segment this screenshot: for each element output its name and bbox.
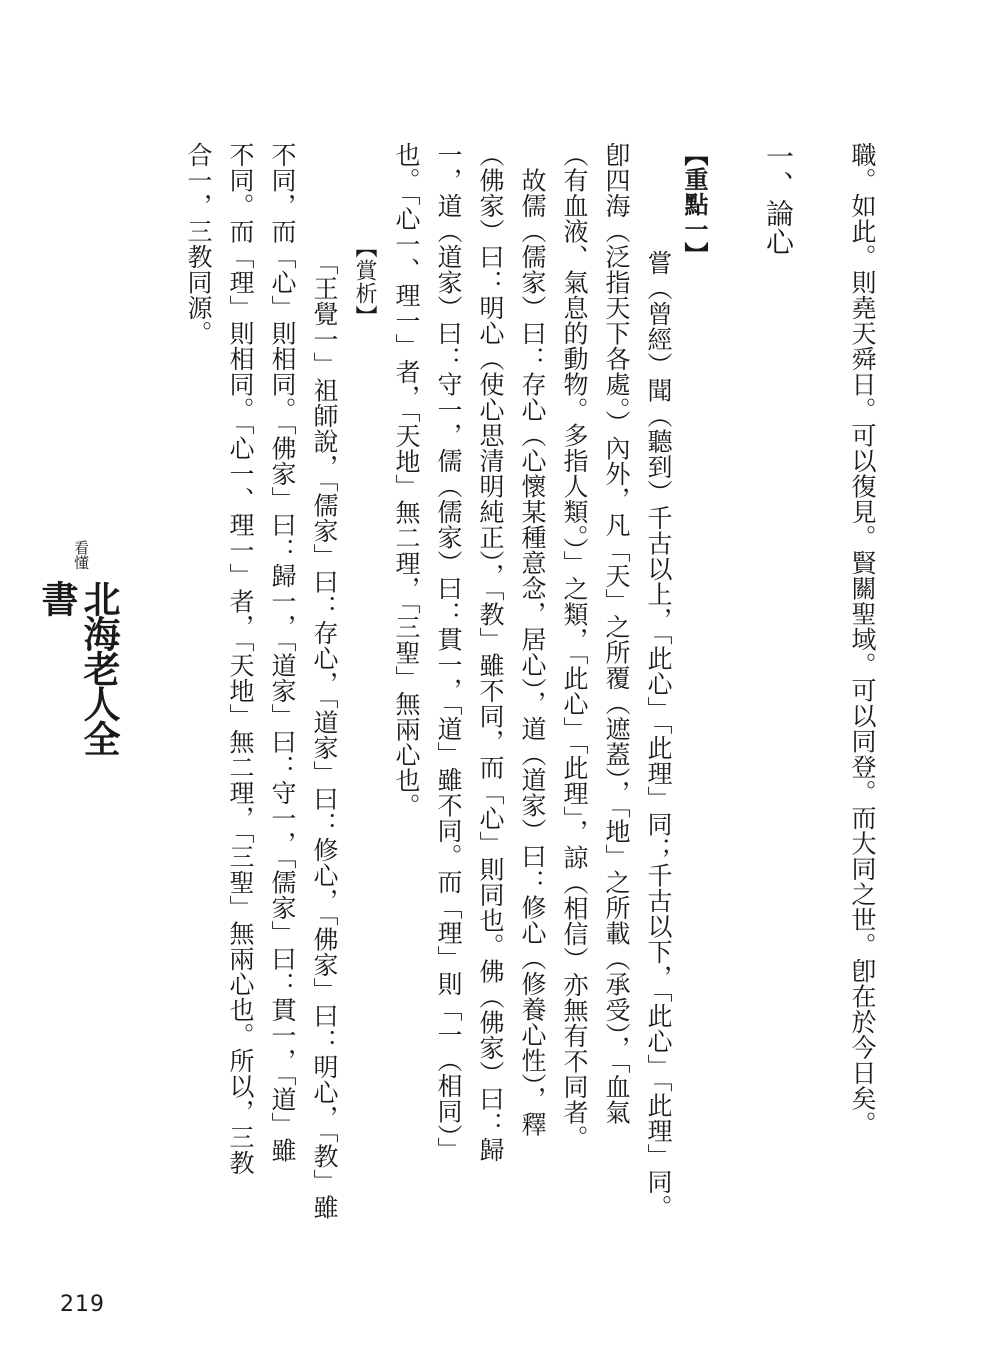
text-column-6: （有血液、氣息的動物。多指人類。）」之類，「此心」「此理」，諒（相信）亦無有不同者。	[560, 142, 589, 1151]
book-title-sub: 看懂	[72, 540, 90, 570]
text-column-12: 「王覺一」祖師說，「儒家」曰：存心，「道家」曰：修心，「佛家」曰：明心，「教」雖	[310, 250, 339, 1220]
key-point-heading: 【重點一】	[680, 142, 708, 267]
text-column-15: 合一，三教同源。	[184, 142, 213, 346]
section-heading: 一、論心	[762, 142, 795, 256]
text-column-9: 一，道（道家）曰：守一，儒（儒家）曰：貫一，「道」雖不同。而「理」則「一（相同）」	[434, 142, 463, 1163]
appreciation-heading: 【賞析】	[352, 236, 377, 328]
book-title	[35, 540, 121, 780]
text-column-5: 卽四海（泛指天下各處。）內外，凡「天」之所覆（遮蓋），「地」之所載（承受），「血氣	[602, 142, 631, 1125]
text-column-14: 不同。而「理」則相同。「心一、理一」者，「天地」無二理，「三聖」無兩心也。所以，三教	[226, 142, 255, 1176]
book-title-main: 北海老人全書	[35, 580, 121, 755]
text-column-7: 故儒（儒家）曰：存心（心懷某種意念，居心），道（道家）曰：修心（修養心性），釋	[518, 142, 547, 1137]
text-column-8: （佛家）曰：明心（使心思清明純正），「教」雖不同，而「心」則同也。佛（佛家）曰：歸	[476, 142, 505, 1163]
text-column-1: 職。如此。則堯天舜日。可以復見。賢關聖域。可以同登。而大同之世。卽在於今日矣。	[848, 142, 877, 1137]
text-column-10: 也。「心一、理一」者，「天地」無二理，「三聖」無兩心也。	[392, 142, 421, 819]
page-number: 219	[60, 1292, 105, 1317]
text-column-13: 不同，而「心」則相同。「佛家」曰：歸一，「道家」曰：守一，「儒家」曰：貫一，「道」雖	[268, 142, 297, 1163]
text-column-4: 嘗（曾經）聞（聽到）千古以上，「此心」「此理」同；千古以下，「此心」「此理」同。	[644, 250, 673, 1220]
